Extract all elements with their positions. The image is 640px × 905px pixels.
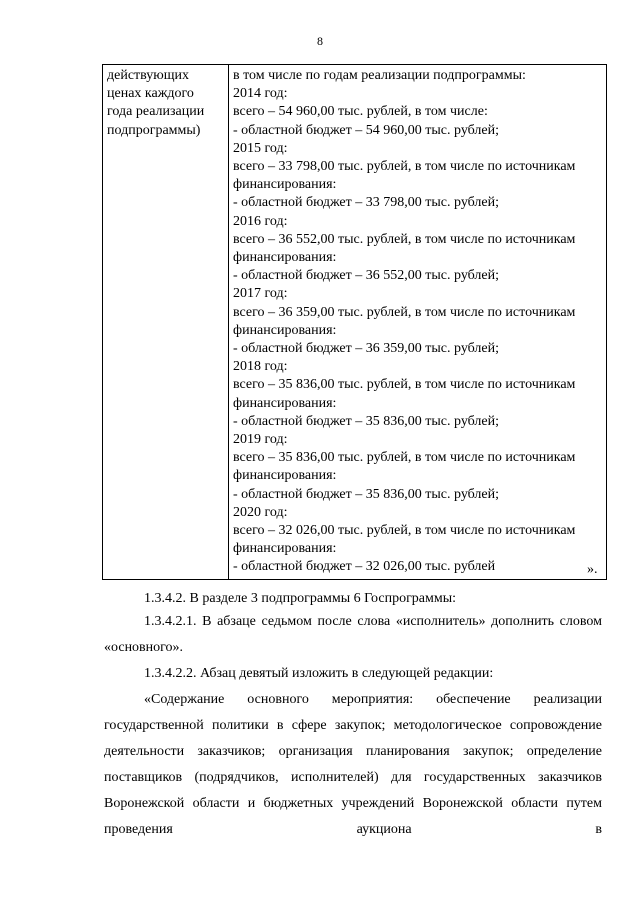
table-cell-label: [103, 65, 229, 580]
cell-line: действующих: [107, 68, 190, 83]
cell-line: года реализации: [107, 104, 205, 120]
closing-quote: ».: [587, 562, 598, 577]
cell-line: - областной бюджет – 33 798,00 тыс. рублей;: [233, 195, 499, 211]
budget-table: [102, 64, 607, 580]
cell-line: 2020 год:: [233, 504, 288, 520]
paragraph-1-3-4-2-2: 1.3.4.2.2. Абзац девятый изложить в следующей редакции:: [144, 666, 494, 681]
cell-line: 2016 год:: [233, 213, 288, 229]
cell-line: всего – 33 798,00 тыс. рублей, в том числе по источникам: [233, 159, 576, 175]
cell-line: 2018 год:: [233, 359, 288, 375]
cell-line: - областной бюджет – 36 552,00 тыс. рублей;: [233, 268, 499, 284]
cell-line: - областной бюджет – 35 836,00 тыс. рублей;: [233, 486, 499, 502]
cell-line: всего – 36 359,00 тыс. рублей, в том числе по источникам: [233, 304, 576, 320]
cell-line: всего – 35 836,00 тыс. рублей, в том числе по источникам: [233, 377, 576, 393]
cell-line: в том числе по годам реализации подпрограммы:: [233, 68, 526, 83]
cell-line: 2014 год:: [233, 86, 288, 102]
cell-line: 2015 год:: [233, 140, 288, 156]
cell-line: финансирования:: [233, 177, 337, 193]
cell-line: подпрограммы): [107, 122, 201, 138]
page-number: 8: [317, 34, 323, 48]
cell-line: финансирования:: [233, 322, 337, 338]
cell-line: финансирования:: [233, 395, 337, 411]
cell-line: всего – 35 836,00 тыс. рублей, в том числе по источникам: [233, 450, 576, 466]
cell-line: - областной бюджет – 54 960,00 тыс. рублей;: [233, 122, 499, 138]
cell-line: 2019 год:: [233, 432, 288, 448]
cell-line: всего – 32 026,00 тыс. рублей, в том числе по источникам: [233, 523, 576, 539]
cell-line: 2017 год:: [233, 286, 288, 302]
table-cell-funding: [229, 65, 607, 580]
cell-line: - областной бюджет – 36 359,00 тыс. рублей;: [233, 341, 499, 357]
cell-line: финансирования:: [233, 541, 337, 557]
cell-line: - областной бюджет – 35 836,00 тыс. рублей;: [233, 413, 499, 429]
cell-line: ценах каждого: [107, 86, 194, 102]
cell-line: всего – 36 552,00 тыс. рублей, в том числе по источникам: [233, 231, 576, 247]
cell-line: финансирования:: [233, 468, 337, 484]
table-row: [103, 65, 607, 580]
paragraph-1-3-4-2-1: 1.3.4.2.1. В абзаце седьмом после слова «исполнитель» дополнить словом «основного».: [104, 614, 602, 655]
paragraph-quoted-text: «Содержание основного мероприятия: обеспечение реализации государственной политики в сфере закупок; методологическое сопровождение деятельности заказчиков; организация планирования закупок; определение поставщиков (подрядчиков, исполнителей) для государственных заказчиков Воронежской области и бюджетных учреждений Воронежской области путем проведения аукциона в: [104, 692, 602, 837]
paragraph-1-3-4-2: 1.3.4.2. В разделе 3 подпрограммы 6 Госпрограммы:: [144, 591, 457, 606]
cell-line: - областной бюджет – 32 026,00 тыс. рублей: [233, 559, 496, 575]
cell-line: всего – 54 960,00 тыс. рублей, в том числе:: [233, 104, 488, 120]
cell-line: финансирования:: [233, 250, 337, 266]
